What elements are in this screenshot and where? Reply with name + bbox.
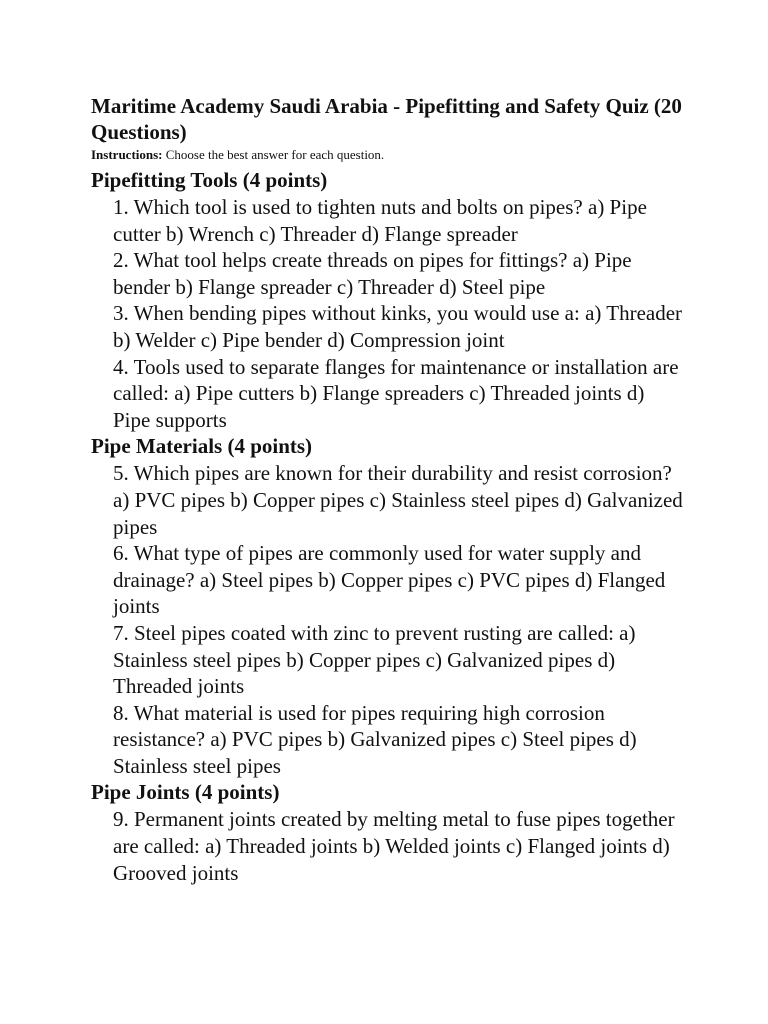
question-9: 9. Permanent joints created by melting metal to fuse pipes together are called: a) Threaded joints b) Welded joints c) Flanged joints d) Grooved joints xyxy=(113,807,675,885)
instructions xyxy=(91,146,691,164)
question-2: 2. What tool helps create threads on pipes for fittings? a) Pipe bender b) Flange spreader c) Threader d) Steel pipe xyxy=(113,248,632,299)
section-pipefitting-tools xyxy=(91,167,691,433)
section-heading: Pipe Materials (4 points) xyxy=(91,434,313,459)
question-4: 4. Tools used to separate flanges for maintenance or installation are called: a) Pipe cutters b) Flange spreaders c) Threaded joints d) Pipe supports xyxy=(113,354,679,432)
question-3: 3. When bending pipes without kinks, you would use a: a) Threader b) Welder c) Pipe bender d) Compression joint xyxy=(113,301,683,352)
quiz-document xyxy=(91,93,691,886)
question-5: 5. Which pipes are known for their durability and resist corrosion? a) PVC pipes b) Copper pipes c) Stainless steel pipes d) Galvanized pipes xyxy=(113,461,683,539)
question-7: 7. Steel pipes coated with zinc to prevent rusting are called: a) Stainless steel pipes b) Copper pipes c) Galvanized pipes d) Threaded joints xyxy=(113,620,636,699)
question-6: 6. What type of pipes are commonly used for water supply and drainage? a) Steel pipes b) Copper pipes c) PVC pipes d) Flanged joints xyxy=(113,541,666,619)
section-pipe-materials xyxy=(91,433,691,779)
section-heading: Pipe Joints (4 points) xyxy=(91,780,280,805)
section-heading: Pipefitting Tools (4 points) xyxy=(91,168,328,192)
section-pipe-joints xyxy=(91,779,691,886)
document-title: Maritime Academy Saudi Arabia - Pipefitting and Safety Quiz (20 Questions) xyxy=(91,94,682,144)
instructions-text: Choose the best answer for each question. xyxy=(162,147,385,162)
instructions-label: Instructions: xyxy=(91,147,163,162)
question-8: 8. What material is used for pipes requiring high corrosion resistance? a) PVC pipes b) Galvanized pipes c) Steel pipes d) Stainless steel pipes xyxy=(113,700,637,778)
question-1: 1. Which tool is used to tighten nuts and bolts on pipes? a) Pipe cutter b) Wrench c) Threader d) Flange spreader xyxy=(113,195,647,246)
